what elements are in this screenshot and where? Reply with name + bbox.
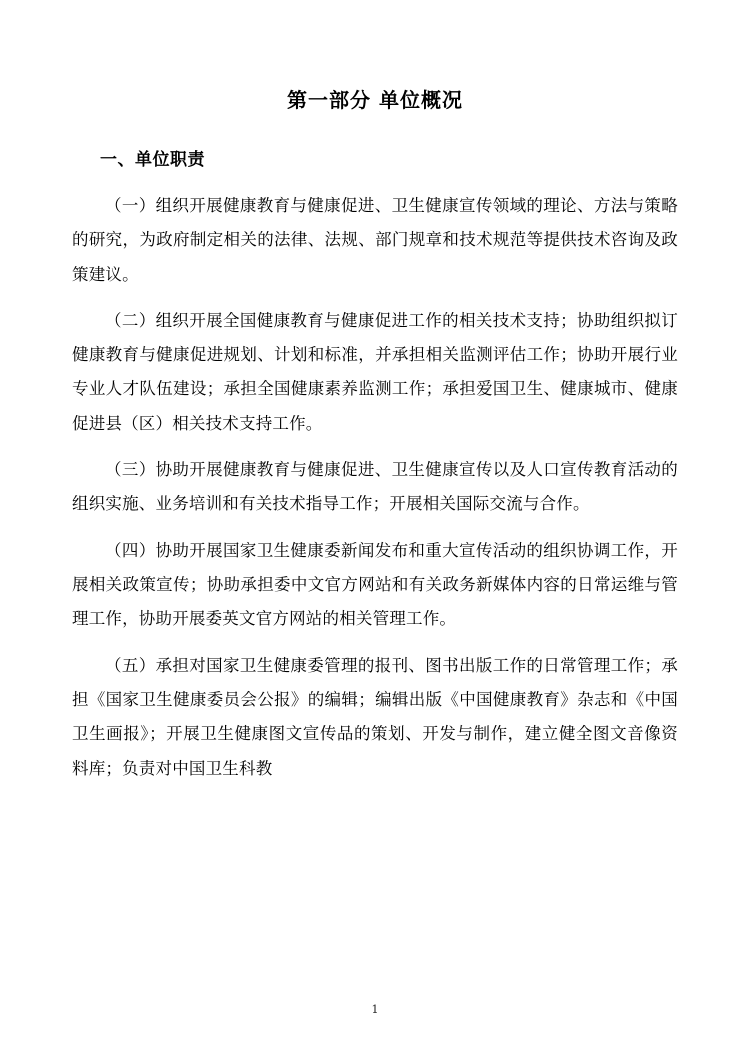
page-number: 1 [371,1003,379,1016]
page-title: 第一部分 单位概况 [287,88,463,112]
paragraph: （一）组织开展健康教育与健康促进、卫生健康宣传领域的理论、方法与策略的研究，为政府制定相关的法律、法规、部门规章和技术规范等提供技术咨询及政策建议。 [72,195,678,284]
section-heading: 一、单位职责 [100,150,205,170]
paragraph: （二）组织开展全国健康教育与健康促进工作的相关技术支持；协助组织拟订健康教育与健康促进规划、计划和标准，并承担相关监测评估工作；协助开展行业专业人才队伍建设；承担全国健康素养监测工作；承担爱国卫生、健康城市、健康促进县（区）相关技术支持工作。 [72,310,678,433]
paragraph: （四）协助开展国家卫生健康委新闻发布和重大宣传活动的组织协调工作，开展相关政策宣传；协助承担委中文官方网站和有关政务新媒体内容的日常运维与管理工作，协助开展委英文官方网站的相关管理工作。 [72,540,678,629]
paragraph: （三）协助开展健康教育与健康促进、卫生健康宣传以及人口宣传教育活动的组织实施、业务培训和有关技术指导工作；开展相关国际交流与合作。 [72,460,678,514]
paragraph: （五）承担对国家卫生健康委管理的报刊、图书出版工作的日常管理工作；承担《国家卫生健康委员会公报》的编辑；编辑出版《中国健康教育》杂志和《中国卫生画报》；开展卫生健康图文宣传品的策划、开发与制作，建立健全图文音像资料库；负责对中国卫生科教 [72,655,678,778]
